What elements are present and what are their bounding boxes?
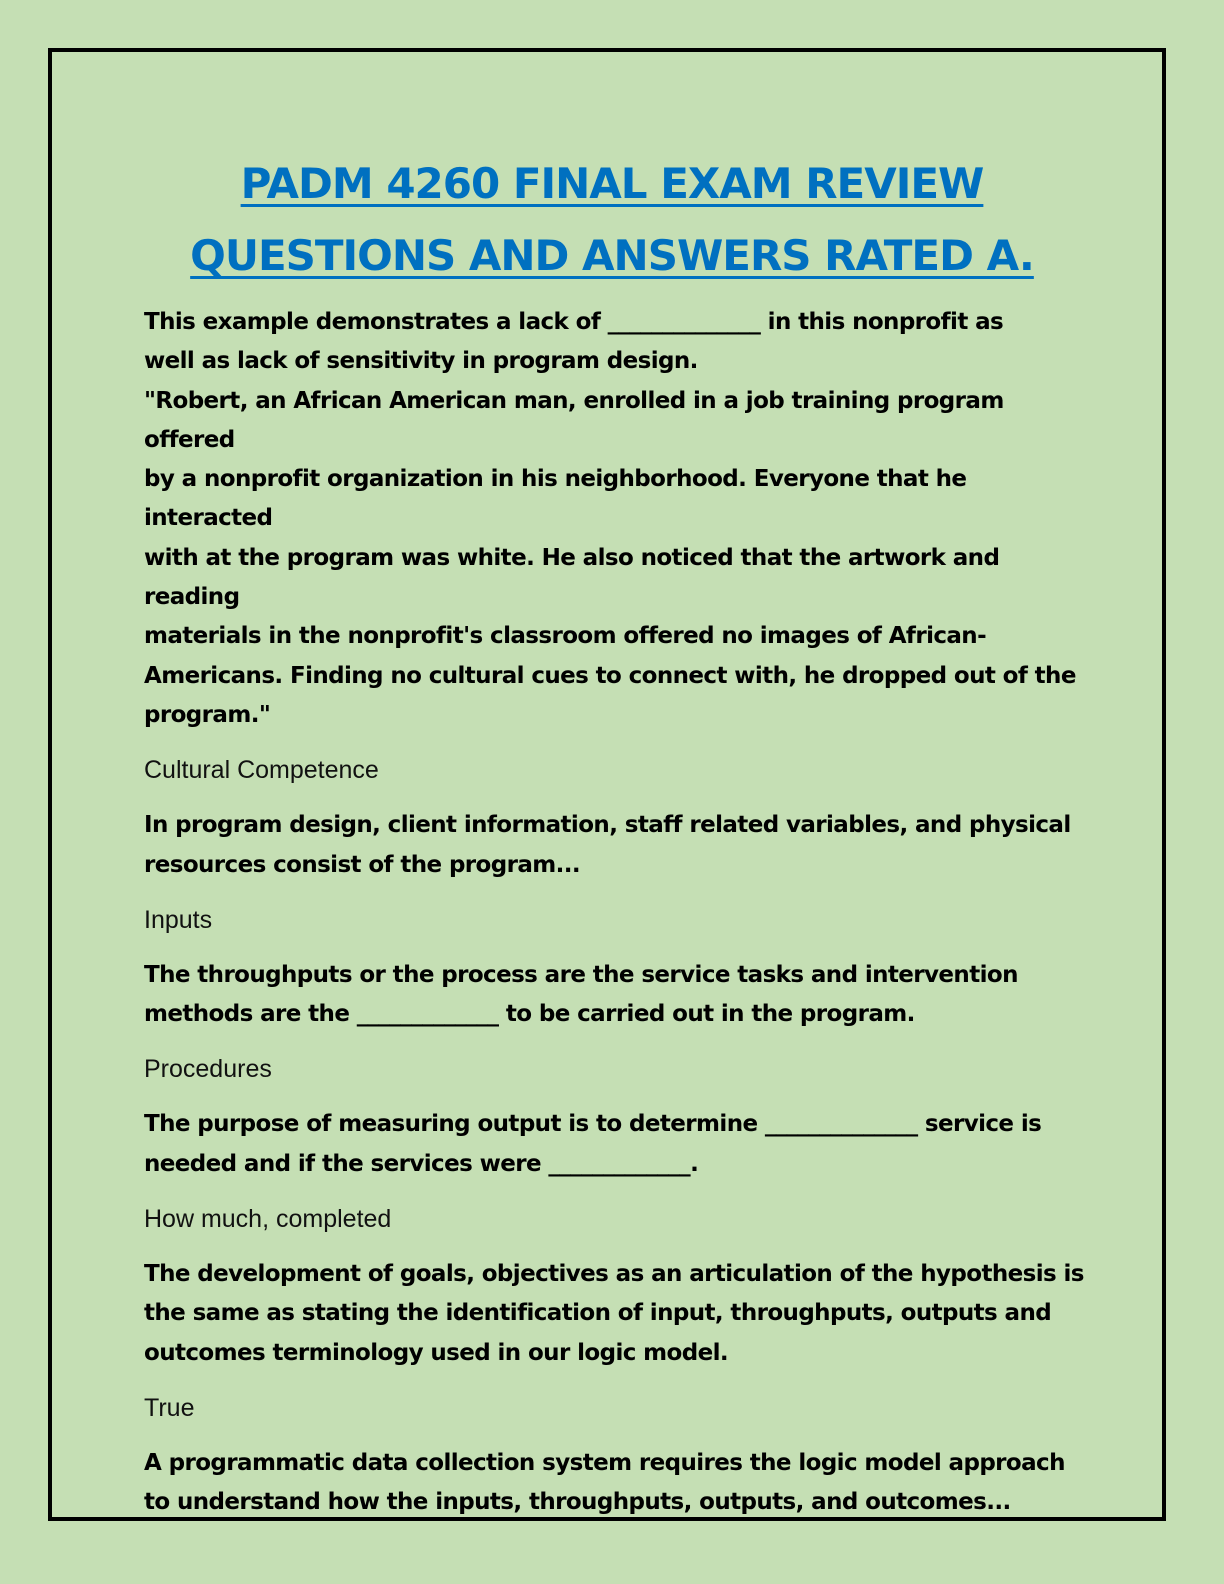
- page-title: [100, 148, 1124, 292]
- qa-item: [144, 1105, 1084, 1255]
- qa-item: [144, 956, 1084, 1106]
- question-line: resources consist of the program...: [144, 851, 581, 878]
- question-line: outcomes terminology used in our logic model.: [144, 1339, 729, 1366]
- qa-item: [144, 806, 1084, 956]
- question-text: [144, 806, 1084, 885]
- question-text: [144, 1105, 1084, 1184]
- question-text: [144, 1255, 1084, 1373]
- question-line: The purpose of measuring output is to determine ______________ service is: [144, 1111, 1042, 1138]
- answer-text: True: [144, 1393, 195, 1422]
- question-line: A programmatic data collection system requires the logic model approach: [144, 1449, 1065, 1476]
- question-line: Americans. Finding no cultural cues to connect with, he dropped out of the: [144, 662, 1076, 689]
- qa-item: [144, 303, 1084, 806]
- answer-text: How much, completed: [144, 1205, 392, 1234]
- question-line: well as lack of sensitivity in program design.: [144, 348, 698, 375]
- question-line: This example demonstrates a lack of ______________ in this nonprofit as: [144, 309, 1004, 335]
- answer-text: Procedures: [144, 1055, 272, 1084]
- qa-item: [144, 1255, 1084, 1444]
- question-text: [144, 1444, 1084, 1523]
- question-line: "Robert, an African American man, enrolled in a job training program offered: [144, 387, 1004, 453]
- question-line: with at the program was white. He also noticed that the artwork and reading: [144, 544, 1000, 611]
- question-line: to understand how the inputs, throughputs, outputs, and outcomes...: [144, 1489, 1011, 1516]
- question-line: by a nonprofit organization in his neighborhood. Everyone that he interacted: [144, 466, 967, 532]
- question-text: [144, 956, 1084, 1035]
- question-line: The development of goals, objectives as an articulation of the hypothesis is: [144, 1261, 1084, 1288]
- answer-text: Inputs: [144, 905, 213, 934]
- question-line: methods are the _____________ to be carried out in the program.: [144, 1001, 915, 1028]
- title-line-1: PADM 4260 FINAL EXAM REVIEW: [240, 159, 984, 208]
- answer-text: Cultural Competence: [144, 756, 379, 785]
- question-line: the same as stating the identification of input, throughputs, outputs and: [144, 1300, 1052, 1327]
- title-line-2: QUESTIONS AND ANSWERS RATED A.: [190, 231, 1034, 280]
- question-text: [144, 303, 1084, 735]
- question-line: materials in the nonprofit's classroom offered no images of African-: [144, 623, 987, 650]
- qa-item: [144, 1444, 1084, 1523]
- question-line: In program design, client information, staff related variables, and physical: [144, 812, 1071, 839]
- question-line: needed and if the services were _____________.: [144, 1150, 699, 1177]
- question-line: The throughputs or the process are the service tasks and intervention: [144, 961, 1018, 988]
- qa-list: [144, 303, 1084, 1523]
- question-line: program.": [144, 701, 271, 728]
